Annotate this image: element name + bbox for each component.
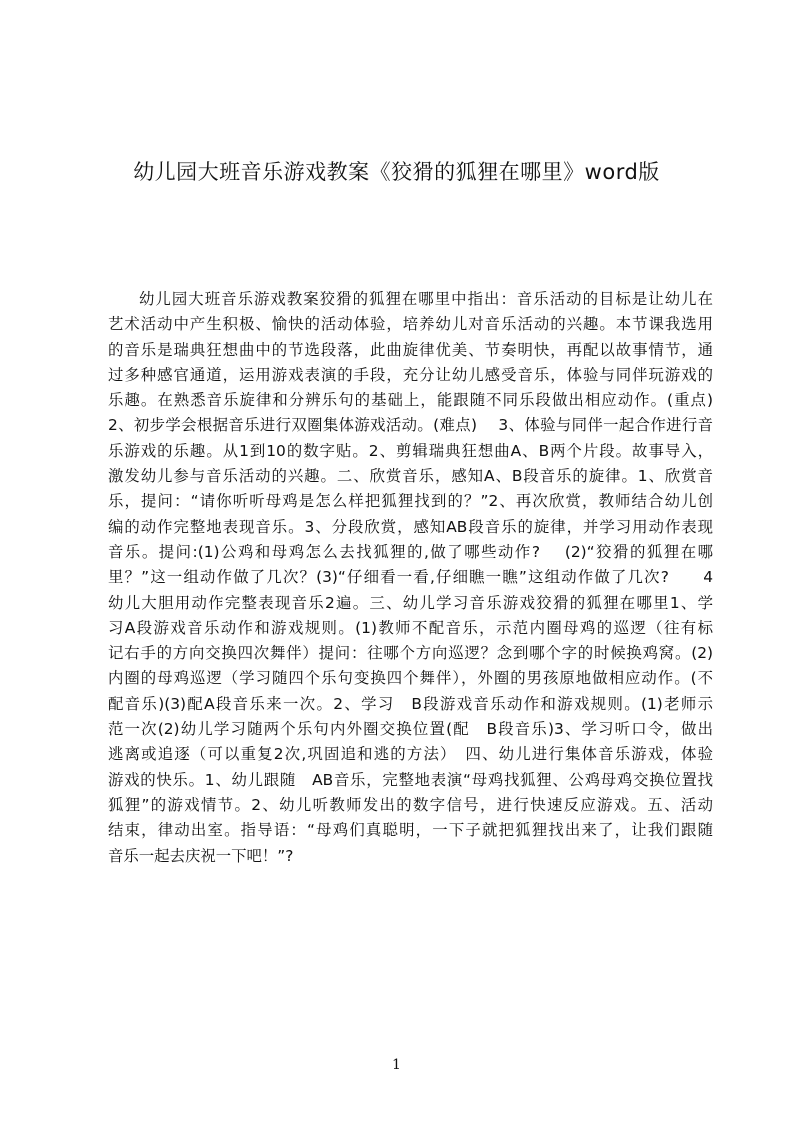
- body-line: 激发幼儿参与音乐活动的兴趣。二、欣赏音乐，感知A、B段音乐的旋律。1、欣赏音: [108, 467, 713, 486]
- body-line: 音乐。提问:(1)公鸡和母鸡怎么去找狐狸的,做了哪些动作? (2)“狡猾的狐狸在哪: [108, 542, 713, 561]
- body-line: 乐，提问：“请你听听母鸡是怎么样把狐狸找到的？”2、再次欣赏，教师结合幼儿创: [108, 492, 713, 511]
- body-line: 游戏的快乐。1、幼儿跟随 AB音乐，完整地表演“母鸡找狐狸、公鸡母鸡交换位置找: [108, 770, 713, 789]
- body-line: 2、初步学会根据音乐进行双圈集体游戏活动。(难点) 3、体验与同伴一起合作进行音: [108, 416, 713, 435]
- body-line: 逃离或追逐（可以重复2次,巩固追和逃的方法） 四、幼儿进行集体音乐游戏，体验: [108, 745, 713, 764]
- body-line: 范一次(2)幼儿学习随两个乐句内外圈交换位置(配 B段音乐)3、学习听口令，做出: [108, 720, 713, 739]
- body-line: 配音乐)(3)配A段音乐来一次。2、学习 B段游戏音乐动作和游戏规则。(1)老师示: [108, 694, 713, 713]
- body-line: 乐游戏的乐趣。从1到10的数字贴。2、剪辑瑞典狂想曲A、B两个片段。故事导入，: [108, 441, 713, 460]
- body-line: 里？”这一组动作做了几次？(3)“仔细看一看,仔细瞧一瞧”这组动作做了几次? 4: [108, 568, 713, 587]
- document-title: 幼儿园大班音乐游戏教案《狡猾的狐狸在哪里》word版: [133, 160, 660, 185]
- body-line: 习A段游戏音乐动作和游戏规则。(1)教师不配音乐，示范内圈母鸡的巡逻（往有标: [108, 618, 713, 637]
- body-line: 艺术活动中产生积极、愉快的活动体验，培养幼儿对音乐活动的兴趣。本节课我选用: [108, 315, 713, 334]
- body-line: 幼儿园大班音乐游戏教案狡猾的狐狸在哪里中指出：音乐活动的目标是让幼儿在: [139, 290, 713, 308]
- body-line: 音乐一起去庆祝一下吧！”?: [108, 846, 294, 865]
- body-line: 结束，律动出室。指导语：“母鸡们真聪明，一下子就把狐狸找出来了，让我们跟随: [108, 821, 713, 840]
- document-body: [108, 287, 713, 869]
- body-line: 记右手的方向交换四次舞伴）提问：往哪个方向巡逻？念到哪个字的时候换鸡窝。(2): [108, 644, 713, 663]
- body-line: 乐趣。在熟悉音乐旋律和分辨乐句的基础上，能跟随不同乐段做出相应动作。(重点): [108, 391, 713, 410]
- body-line: 狐狸”的游戏情节。2、幼儿听教师发出的数字信号，进行快速反应游戏。五、活动: [108, 795, 713, 814]
- body-line: 内圈的母鸡巡逻（学习随四个乐句变换四个舞伴），外圈的男孩原地做相应动作。(不: [108, 669, 713, 688]
- body-line: 编的动作完整地表现音乐。3、分段欣赏，感知AB段音乐的旋律，并学习用动作表现: [108, 517, 713, 536]
- body-line: 幼儿大胆用动作完整表现音乐2遍。三、幼儿学习音乐游戏狡猾的狐狸在哪里1、学: [108, 593, 713, 612]
- page-number: 1: [392, 1057, 401, 1073]
- body-line: 过多种感官通道，运用游戏表演的手段，充分让幼儿感受音乐，体验与同伴玩游戏的: [108, 365, 713, 384]
- body-line: 的音乐是瑞典狂想曲中的节选段落，此曲旋律优美、节奏明快，再配以故事情节，通: [108, 340, 713, 359]
